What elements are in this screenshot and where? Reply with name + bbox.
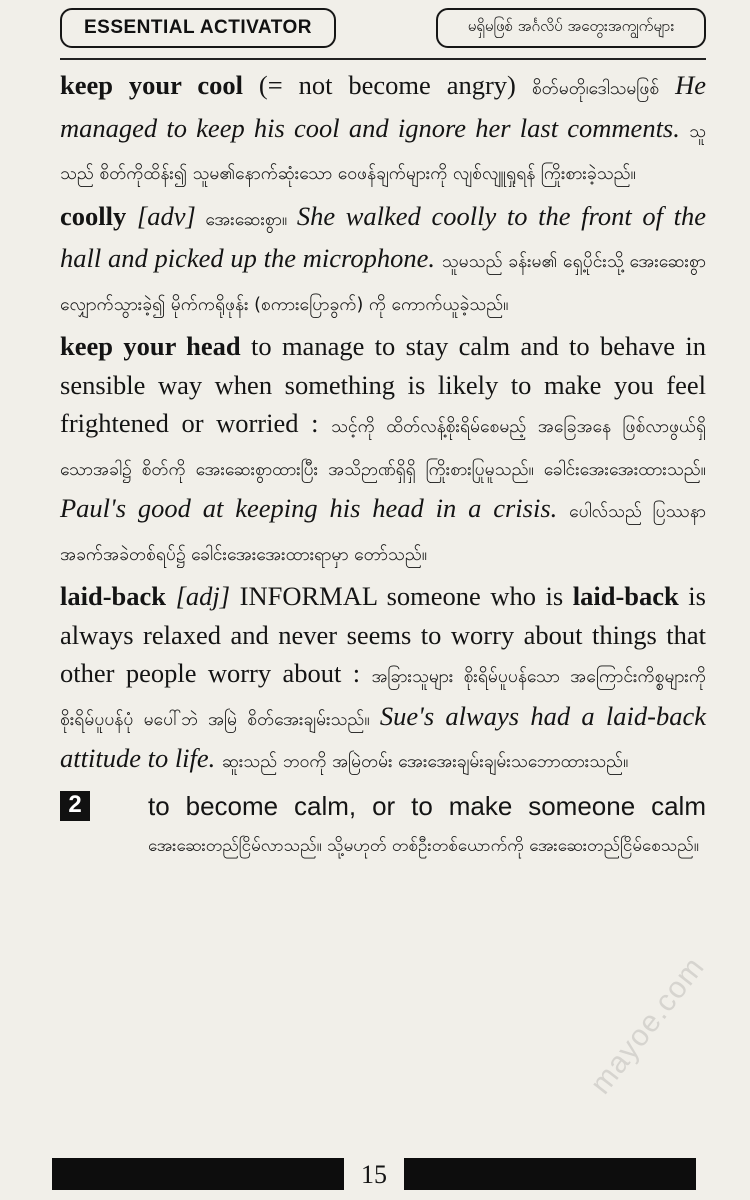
book-title: ESSENTIAL ACTIVATOR [83, 17, 313, 38]
entry-laid-back [60, 577, 706, 782]
book-title-tab [60, 8, 336, 48]
definition-continued: is always relaxed and never seems to worry about things that other people worry about : [60, 581, 706, 688]
book-subtitle: မရှိမဖြစ် အင်္ဂလိပ် အတွေးအကျွက်များ [467, 17, 675, 35]
entry-keep-your-head [60, 327, 706, 574]
definition-headword: laid-back [572, 581, 679, 611]
entry-coolly [60, 197, 706, 325]
watermark: mayoe.com [584, 950, 712, 1101]
part-of-speech: [adj] [175, 581, 231, 611]
sense-translation: အေးဆေးတည်ငြိမ်လာသည်။ သို့မဟုတ် တစ်ဦးတစ်ယောက်ကို အေးဆေးတည်ငြိမ်စေသည်။ [148, 835, 699, 856]
example-translation: ဆူးသည် ဘဝကို အမြဲတမ်း အေးအေးချမ်းချမ်းသဘောထားသည်။ [221, 752, 629, 772]
example: Paul's good at keeping his head in a crisis. [60, 493, 570, 523]
definition: (= not become angry) [243, 70, 532, 100]
example-translation: သူသည် စိတ်ကိုထိန်း၍ သူမ၏နောက်ဆုံးသော ဝေဖန်ချက်များကို လျစ်လျူရှုရန် ကြိုးစားခဲ့သည်။ [60, 121, 706, 184]
translation: အခြားသူများ စိုးရိမ်ပူပန်သော အကြောင်းကိစ္စများကို စိုးရိမ်ပူပန်ပုံ မပေါ်ဘဲ အမြဲ စိတ်အေးချမ်းသည်။ [60, 667, 706, 730]
sense-2 [60, 788, 706, 864]
headword: coolly [60, 200, 127, 231]
page-number: 15 [361, 1160, 387, 1189]
headword: keep your cool [60, 70, 243, 100]
part-of-speech: [adv] [136, 200, 196, 231]
translation: စိတ်မတို၊ဒေါသမဖြစ် [531, 79, 660, 99]
sense-number-badge: 2 [60, 791, 90, 821]
definition: to manage to stay calm and to behave in sensible way when something is likely to make you feel frightened or worried : [60, 331, 706, 438]
example: Sue's always had a laid-back attitude to life. [60, 700, 706, 773]
example: She walked coolly to the front of the hall and picked up the microphone. [60, 200, 707, 273]
sense-definition: to become calm, or to make someone calm [148, 790, 706, 821]
book-subtitle-tab [436, 8, 706, 48]
entry-keep-your-cool [60, 66, 706, 194]
example: He managed to keep his cool and ignore her last comments. [60, 70, 706, 143]
definition: INFORMAL someone who is [230, 581, 573, 611]
sense-definition-block [148, 788, 706, 864]
translation: သင့်ကို ထိတ်လန့်စိုးရိမ်စေမည့် အခြေအနေ ဖြစ်လာဖွယ်ရှိသောအခါ၌ စိတ်ကို အေးဆေးစွာထားပြီး အသိဉာဏ်ရှိရှိ ကြိုးစားပြုမူသည်။ ခေါင်းအေးအေးထားသည်။ [60, 417, 706, 480]
header-divider [60, 58, 706, 60]
footer-bar-left [52, 1158, 344, 1190]
headword: keep your head [60, 331, 241, 361]
footer-bar-right [404, 1158, 696, 1190]
translation: အေးဆေးစွာ။ [195, 209, 297, 230]
headword: laid-back [60, 581, 167, 611]
example-translation: ပေါလ်သည် ပြဿနာအခက်အခဲတစ်ရပ်၌ ခေါင်းအေးအေးထားရာမှာ တော်သည်။ [60, 502, 706, 565]
page-body [60, 66, 706, 864]
example-translation: သူမသည် ခန်းမ၏ ရှေ့ပိုင်းသို့ အေးဆေးစွာ လျှောက်သွားခဲ့၍ မိုက်ကရိုဖုန်း (စကားပြောခွက်) ကို ကောက်ယူခဲ့သည်။ [60, 252, 706, 315]
